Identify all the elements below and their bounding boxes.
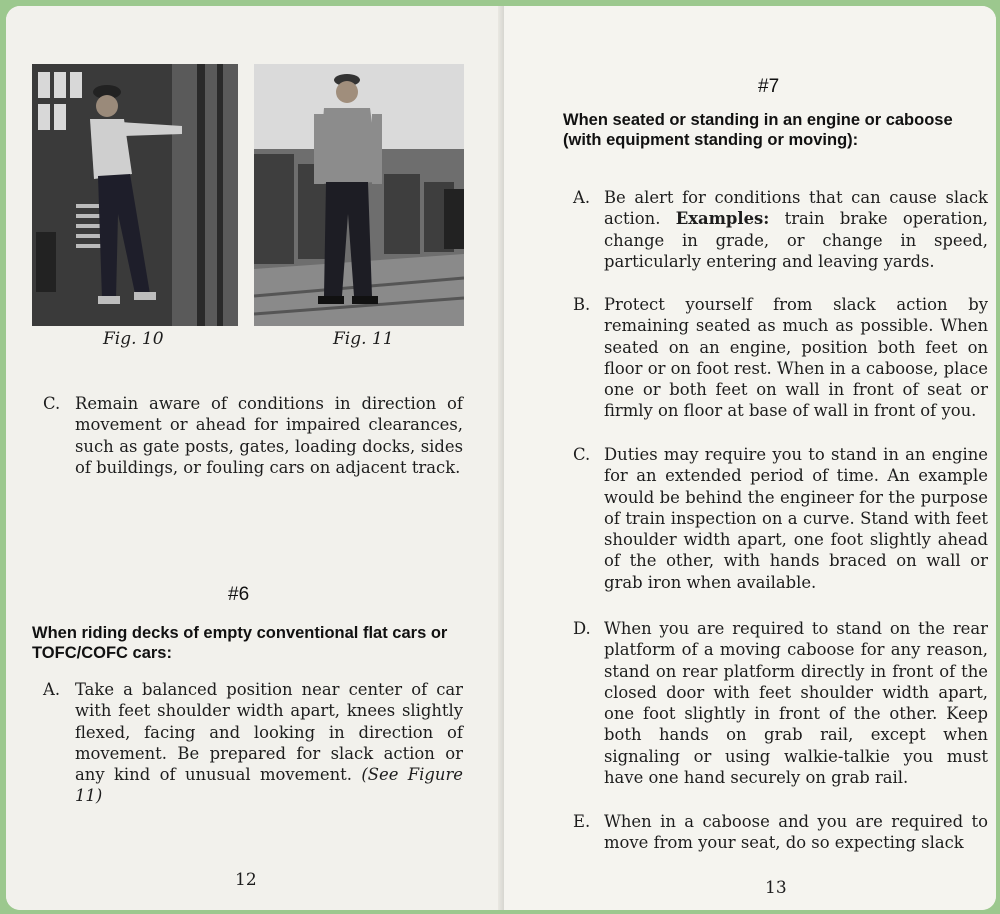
right-item-a	[573, 187, 988, 272]
item-body: Take a balanced position near center of car with feet shoulder width apart, knees slightly flexed, facing and looking in direction of movement. Be prepared for slack action or any kind of unusual movement.	[75, 680, 463, 785]
examples-label: Examples:	[675, 209, 770, 229]
item-text: When in a caboose and you are required to move from your seat, do so expecting slack	[604, 812, 988, 853]
left-page	[6, 6, 504, 910]
section-6-heading: When riding decks of empty conventional flat cars or TOFC/COFC cars:	[32, 624, 448, 662]
item-letter: E.	[573, 812, 591, 831]
section-7-heading: When seated or standing in an engine or caboose (with equipment standing or moving):	[563, 111, 953, 149]
figure-11-caption: Fig. 11	[333, 329, 394, 349]
right-item-b	[573, 294, 988, 422]
item-letter: D.	[573, 619, 591, 638]
item-letter: A.	[573, 188, 591, 207]
item-letter: A.	[43, 680, 61, 699]
section-6-number: #6	[228, 584, 250, 605]
figure-reference: (See Figure 11)	[75, 765, 463, 806]
item-letter: C.	[43, 394, 61, 413]
item-text	[604, 187, 988, 272]
page-number-right: 13	[765, 878, 787, 898]
item-text-tail: train brake operation, change in grade, or change in speed, particularly entering and leaving yards.	[604, 209, 989, 271]
item-text	[75, 679, 463, 807]
left-item-a	[43, 679, 463, 807]
item-text: Protect yourself from slack action by remaining seated as much as possible. When seated on an engine, position both feet on floor or on foot rest. When in a caboose, place one or both feet on wall in front of seat or firmly on floor at base of wall in front of you.	[604, 295, 988, 421]
item-letter: B.	[573, 295, 591, 314]
item-text: Duties may require you to stand in an engine for an extended period of time. An example would be behind the engineer for the purpose of train inspection on a curve. Stand with feet shoulder width apart, one foot slightly ahead of the other, with hands braced on wall or grab iron when available.	[604, 445, 988, 592]
figure-10-photo	[32, 64, 238, 326]
page-number-left: 12	[235, 870, 257, 890]
item-text: When you are required to stand on the rear platform of a moving caboose for any reason, stand on rear platform directly in front of the closed door with feet shoulder width apart, one foot slightly in front of the other. Keep both hands on grab rail, except when signaling or using walkie-talkie you must have one hand securely on grab rail.	[604, 619, 988, 788]
booklet-spread	[6, 6, 996, 910]
left-item-c	[43, 393, 463, 478]
right-item-d	[573, 618, 988, 788]
figure-10-caption: Fig. 10	[103, 329, 164, 349]
figure-11-photo	[254, 64, 464, 326]
item-text: Remain aware of conditions in direction of movement or ahead for impaired clearances, such as gate posts, gates, loading docks, sides of buildings, or fouling cars on adjacent track.	[75, 394, 463, 477]
right-item-e	[573, 811, 988, 854]
item-letter: C.	[573, 445, 591, 464]
item-text-lead: Be alert for conditions that can cause slack action.	[604, 188, 988, 229]
section-7-number: #7	[758, 76, 780, 97]
right-item-c	[573, 444, 988, 593]
